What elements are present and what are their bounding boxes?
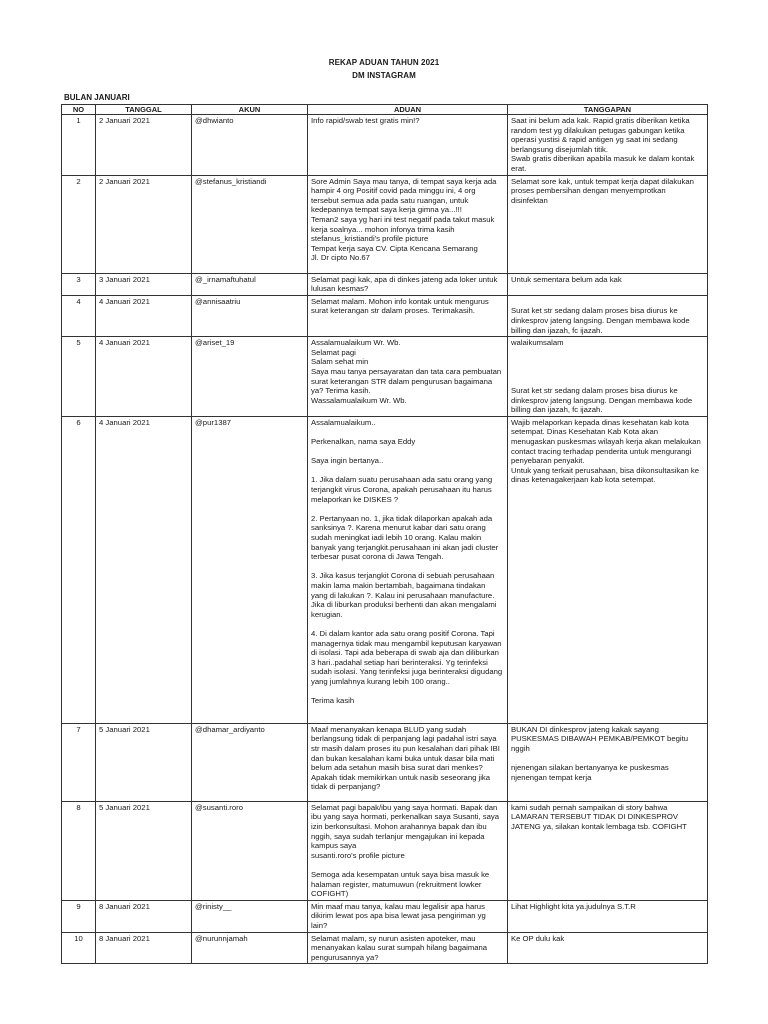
header-tanggal: TANGGAL: [96, 105, 192, 115]
complaints-table: [61, 104, 708, 964]
row-complaint: Sore Admin Saya mau tanya, di tempat saya kerja ada hampir 4 org Positif covid pada minggu ini, 4 org tersebut semua ada pada satu ruangan, untuk kedepannya tempat saya kerja gimna ya...!!! Teman2 saya yg hari ini test negatif pada takut masuk kerja soalnya... mohon infonya trima kasih stefanus_kristiandi's profile picture Tempat kerja saya CV. Cipta Kencana Semarang Jl. Dr cipto No.67: [308, 175, 508, 273]
row-account: @_irnamaftuhatul: [192, 273, 308, 295]
document-title: REKAP ADUAN TAHUN 2021: [328, 58, 440, 67]
row-response: Lihat Highlight kita ya.judulnya S.T.R: [508, 900, 708, 932]
row-number: 6: [62, 416, 96, 723]
row-response: walaikumsalam Surat ket str sedang dalam proses bisa diurus ke dinkesprov jateng langsung. Dengan membawa kode billing dan ijazah, fc ijazah.: [508, 337, 708, 417]
row-complaint: Selamat malam, sy nurun asisten apoteker, mau menanyakan kalau surat sumpah hilang bagaimana pengurusannya ya?: [308, 932, 508, 964]
row-number: 10: [62, 932, 96, 964]
table-row: [62, 337, 708, 417]
row-number: 7: [62, 723, 96, 801]
row-date: 4 Januari 2021: [96, 416, 192, 723]
row-response: Surat ket str sedang dalam proses bisa diurus ke dinkesprov jateng langsing. Dengan membawa kode billing dan ijazah, fc ijazah.: [508, 295, 708, 336]
row-date: 4 Januari 2021: [96, 337, 192, 417]
row-account: @pur1387: [192, 416, 308, 723]
table-row: [62, 295, 708, 336]
header-akun: AKUN: [192, 105, 308, 115]
row-account: @nurunnjamah: [192, 932, 308, 964]
row-number: 5: [62, 337, 96, 417]
row-account: @rinisty__: [192, 900, 308, 932]
row-number: 2: [62, 175, 96, 273]
row-date: 3 Januari 2021: [96, 273, 192, 295]
header-no: NO: [62, 105, 96, 115]
row-complaint: Assalamualaikum.. Perkenalkan, nama saya Eddy Saya ingin bertanya.. 1. Jika dalam suatu perusahaan ada satu orang yang terjangkit virus Corona, apakah perusahaan itu harus melaporkan ke DISKES ? 2. Pertanyaan no. 1, jika tidak dilaporkan apakah ada sanksinya ?. Karena menurut kabar dari satu orang sudah meningkat iadi lebih 10 orang. Kalau makin banyak yang terjangkit.perusahaan ini akan jadi cluster terbesar pusat corona di Jawa Tengah. 3. Jika kasus terjangkit Corona di sebuah perusahaan makin lama makin bertambah, bagaimana tindakan yang di lakukan ?. Kalau ini perusahaan manufacture. Jika di liburkan produksi berhenti dan akan mengalami kerugian. 4. Di dalam kantor ada satu orang positif Corona. Tapi managernya tidak mau mengambil keputusan karyawan di isolasi. Tapi ada beberapa di swab aja dan diliburkan 3 hari..padahal setiap hari berinteraksi. Yg terinfeksi sudah isolasi. Yang terinfeksi juga berinteraksi digudang yang jumlahnya kurang lebih 100 orang.. Terima kasih: [308, 416, 508, 723]
row-date: 4 Januari 2021: [96, 295, 192, 336]
row-date: 2 Januari 2021: [96, 115, 192, 176]
row-account: @annisaatriu: [192, 295, 308, 336]
table-row: [62, 115, 708, 176]
row-account: @dhwianto: [192, 115, 308, 176]
row-response: Saat ini belum ada kak. Rapid gratis diberikan ketika random test yg dilakukan petugas gabungan ketika operasi yustisi & rapid antigen yg saat ini sedang berlangsung disejumlah titik. Swab gratis diberikan apabila masuk ke dalam kontak erat.: [508, 115, 708, 176]
table-row: [62, 723, 708, 801]
row-response: Selamat sore kak, untuk tempat kerja dapat dilakukan proses pembersihan dengan menyemprotkan disinfektan: [508, 175, 708, 273]
row-complaint: Selamat pagi kak, apa di dinkes jateng ada loker untuk lulusan kesmas?: [308, 273, 508, 295]
row-number: 3: [62, 273, 96, 295]
row-number: 4: [62, 295, 96, 336]
row-number: 1: [62, 115, 96, 176]
row-response: Ke OP dulu kak: [508, 932, 708, 964]
row-date: 8 Januari 2021: [96, 932, 192, 964]
row-response: kami sudah pernah sampaikan di story bahwa LAMARAN TERSEBUT TIDAK DI DINKESPROV JATENG ya, silakan kontak lembaga tsb. COFIGHT: [508, 801, 708, 900]
row-response: Wajib melaporkan kepada dinas kesehatan kab kota setempat. Dinas Kesehatan Kab Kota akan menugaskan puskesmas wilayah kerja akan melakukan contact tracing terhadap penderita untuk mengurangi penyebaran penyakit. Untuk yang terkait perusahaan, bisa dikonsultasikan ke dinas ketenagakerjaan kab kota setempat.: [508, 416, 708, 723]
header-tanggapan: TANGGAPAN: [508, 105, 708, 115]
row-response: BUKAN DI dinkesprov jateng kakak sayang PUSKESMAS DIBAWAH PEMKAB/PEMKOT begitu nggih njenengan silakan bertanyanya ke puskesmas njenengan tempat kerja: [508, 723, 708, 801]
row-date: 5 Januari 2021: [96, 723, 192, 801]
table-row: [62, 900, 708, 932]
row-date: 5 Januari 2021: [96, 801, 192, 900]
row-complaint: Min maaf mau tanya, kalau mau legalisir apa harus dikirim lewat pos apa bisa lewat jasa pengiriman yg lain?: [308, 900, 508, 932]
row-account: @susanti.roro: [192, 801, 308, 900]
table-row: [62, 801, 708, 900]
row-complaint: Maaf menanyakan kenapa BLUD yang sudah berlangsung tidak di perpanjang lagi padahal istri saya str masih dalam proses itu pun kesalahan dari pihak IBI dan bukan kesalahan kami buka untuk dasar bila mati belum ada setahun masih bisa surat dari menkes? Apakah tidak memikirkan untuk nasib seseorang jika tidak di perpanjang?: [308, 723, 508, 801]
row-complaint: Selamat pagi bapak/ibu yang saya hormati. Bapak dan ibu yang saya hormati, perkenalkan saya Susanti, saya izin berkonsultasi. Mohon arahannya bapak dan ibu nggih, saya sudah terlanjur mengajukan ini kepada kampus saya susanti.roro's profile picture Semoga ada kesempatan untuk saya bisa masuk ke halaman register, matumuwun (rekruitment lowker COFIGHT): [308, 801, 508, 900]
row-complaint: Selamat malam. Mohon info kontak untuk mengurus surat keterangan str dalam proses. Terimakasih.: [308, 295, 508, 336]
table-header-row: [62, 105, 708, 115]
document-subtitle: DM INSTAGRAM: [352, 71, 416, 80]
row-complaint: Assalamualaikum Wr. Wb. Selamat pagi Salam sehat min Saya mau tanya persayaratan dan tata cara pembuatan surat keterangan STR dalam pengurusan bagaimana ya? Terima kasih. Wassalamualaikum Wr. Wb.: [308, 337, 508, 417]
row-number: 9: [62, 900, 96, 932]
table-row: [62, 416, 708, 723]
table-row: [62, 932, 708, 964]
row-account: @ariset_19: [192, 337, 308, 417]
table-row: [62, 175, 708, 273]
row-number: 8: [62, 801, 96, 900]
row-account: @dhamar_ardiyanto: [192, 723, 308, 801]
table-row: [62, 273, 708, 295]
month-label: BULAN JANUARI: [64, 93, 130, 102]
row-date: 2 Januari 2021: [96, 175, 192, 273]
header-aduan: ADUAN: [308, 105, 508, 115]
row-account: @stefanus_kristiandi: [192, 175, 308, 273]
row-complaint: Info rapid/swab test gratis min!?: [308, 115, 508, 176]
row-response: Untuk sementara belum ada kak: [508, 273, 708, 295]
row-date: 8 Januari 2021: [96, 900, 192, 932]
